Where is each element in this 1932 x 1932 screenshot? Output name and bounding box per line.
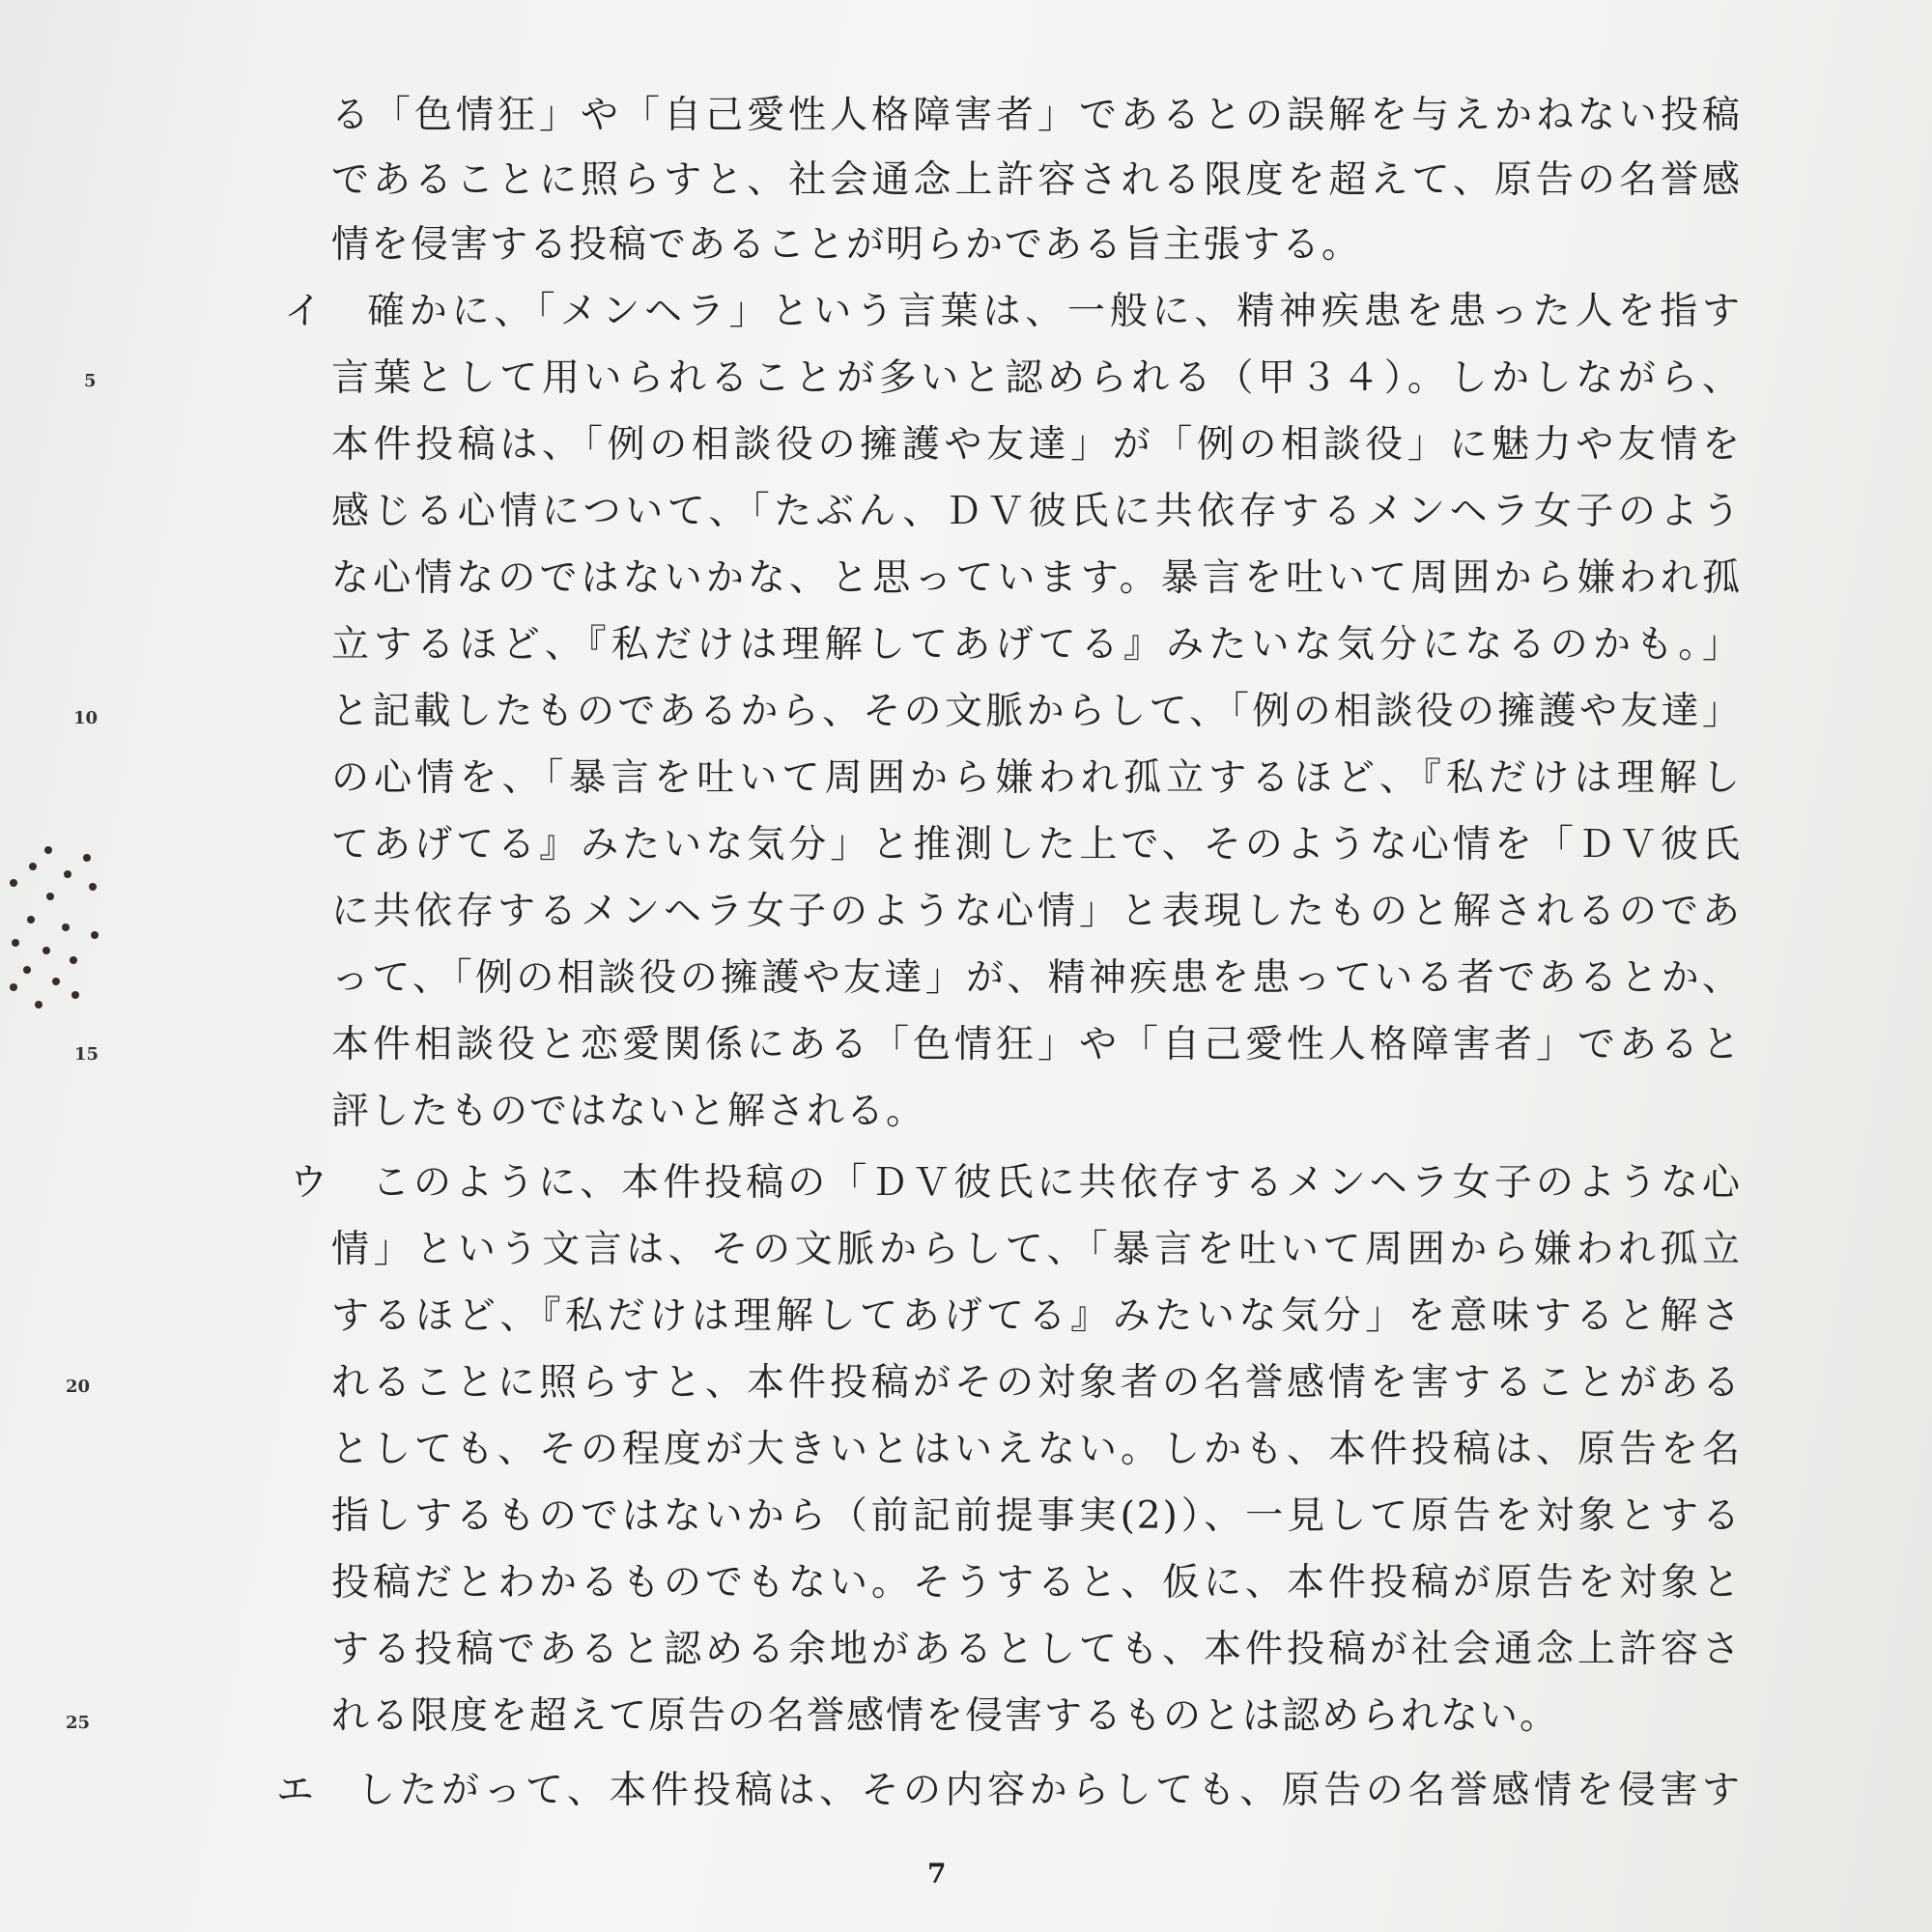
text-line: したがって、本件投稿は、その内容からしても、原告の名誉感情を侵害す (357, 1769, 1742, 1812)
text-line: 情を侵害する投稿であることが明らかである旨主張する。 (331, 223, 1362, 267)
line-number-10: 10 (73, 708, 99, 728)
line-number-25: 25 (66, 1713, 91, 1733)
page-number: 7 (927, 1858, 947, 1889)
text-line: てあげてる』みたいな気分」と推測した上で、そのような心情を「ＤＶ彼氏 (331, 823, 1742, 867)
text-line: の心情を、「暴言を吐いて周囲から嫌われ孤立するほど、『私だけは理解し (331, 756, 1742, 800)
text-line: 本件投稿は、「例の相談役の擁護や友達」が「例の相談役」に魅力や友情を (331, 423, 1742, 467)
text-line: 情」という文言は、その文脈からして、「暴言を吐いて周囲から嫌われ孤立 (331, 1228, 1742, 1271)
text-line: であることに照らすと、社会通念上許容される限度を超えて、原告の名誉感 (331, 158, 1742, 202)
text-line: って、「例の相談役の擁護や友達」が、精神疾患を患っている者であるとか、 (331, 956, 1742, 1000)
text-line: に共依存するメンヘラ女子のような心情」と表現したものと解されるのであ (331, 890, 1742, 933)
text-line: 評したものではないと解される。 (331, 1090, 926, 1133)
text-line: 本件相談役と恋愛関係にある「色情狂」や「自己愛性人格障害者」であると (331, 1023, 1742, 1066)
text-line: する投稿であると認める余地があるとしても、本件投稿が社会通念上許容さ (331, 1628, 1742, 1671)
section-marker-i: イ (284, 290, 323, 333)
text-line: するほど、『私だけは理解してあげてる』みたいな気分」を意味すると解さ (331, 1294, 1742, 1338)
text-line: 確かに、「メンヘラ」という言葉は、一般に、精神疾患を患った人を指す (367, 290, 1742, 333)
text-line: れる限度を超えて原告の名誉感情を侵害するものとは認められない。 (331, 1694, 1560, 1738)
text-line: と記載したものであるから、その文脈からして、「例の相談役の擁護や友達」 (331, 690, 1742, 733)
text-line: 投稿だとわかるものでもない。そうすると、仮に、本件投稿が原告を対象と (331, 1561, 1742, 1605)
text-line: 言葉として用いられることが多いと認められる（甲３４）。しかしながら、 (331, 356, 1742, 400)
text-line: れることに照らすと、本件投稿がその対象者の名誉感情を害することがある (331, 1361, 1742, 1405)
text-line: 立するほど、『私だけは理解してあげてる』みたいな気分になるのかも。」 (331, 623, 1742, 667)
text-line: 感じる心情について、「たぶん、ＤＶ彼氏に共依存するメンヘラ女子のよう (331, 490, 1742, 533)
line-number-20: 20 (66, 1377, 91, 1397)
text-line: な心情なのではないかな、と思っています。暴言を吐いて周囲から嫌われ孤 (331, 556, 1742, 600)
text-line: このように、本件投稿の「ＤＶ彼氏に共依存するメンヘラ女子のような心 (372, 1161, 1742, 1205)
text-line: 指しするものではないから（前記前提事実(2)）、一見して原告を対象とする (331, 1494, 1742, 1538)
section-marker-e: エ (276, 1769, 315, 1812)
text-line: としても、その程度が大きいとはいえない。しかも、本件投稿は、原告を名 (331, 1428, 1742, 1471)
line-number-15: 15 (74, 1044, 99, 1065)
section-marker-u: ウ (290, 1161, 328, 1205)
line-number-5: 5 (84, 371, 97, 391)
text-line: る「色情狂」や「自己愛性人格障害者」であるとの誤解を与えかねない投稿 (331, 94, 1742, 137)
